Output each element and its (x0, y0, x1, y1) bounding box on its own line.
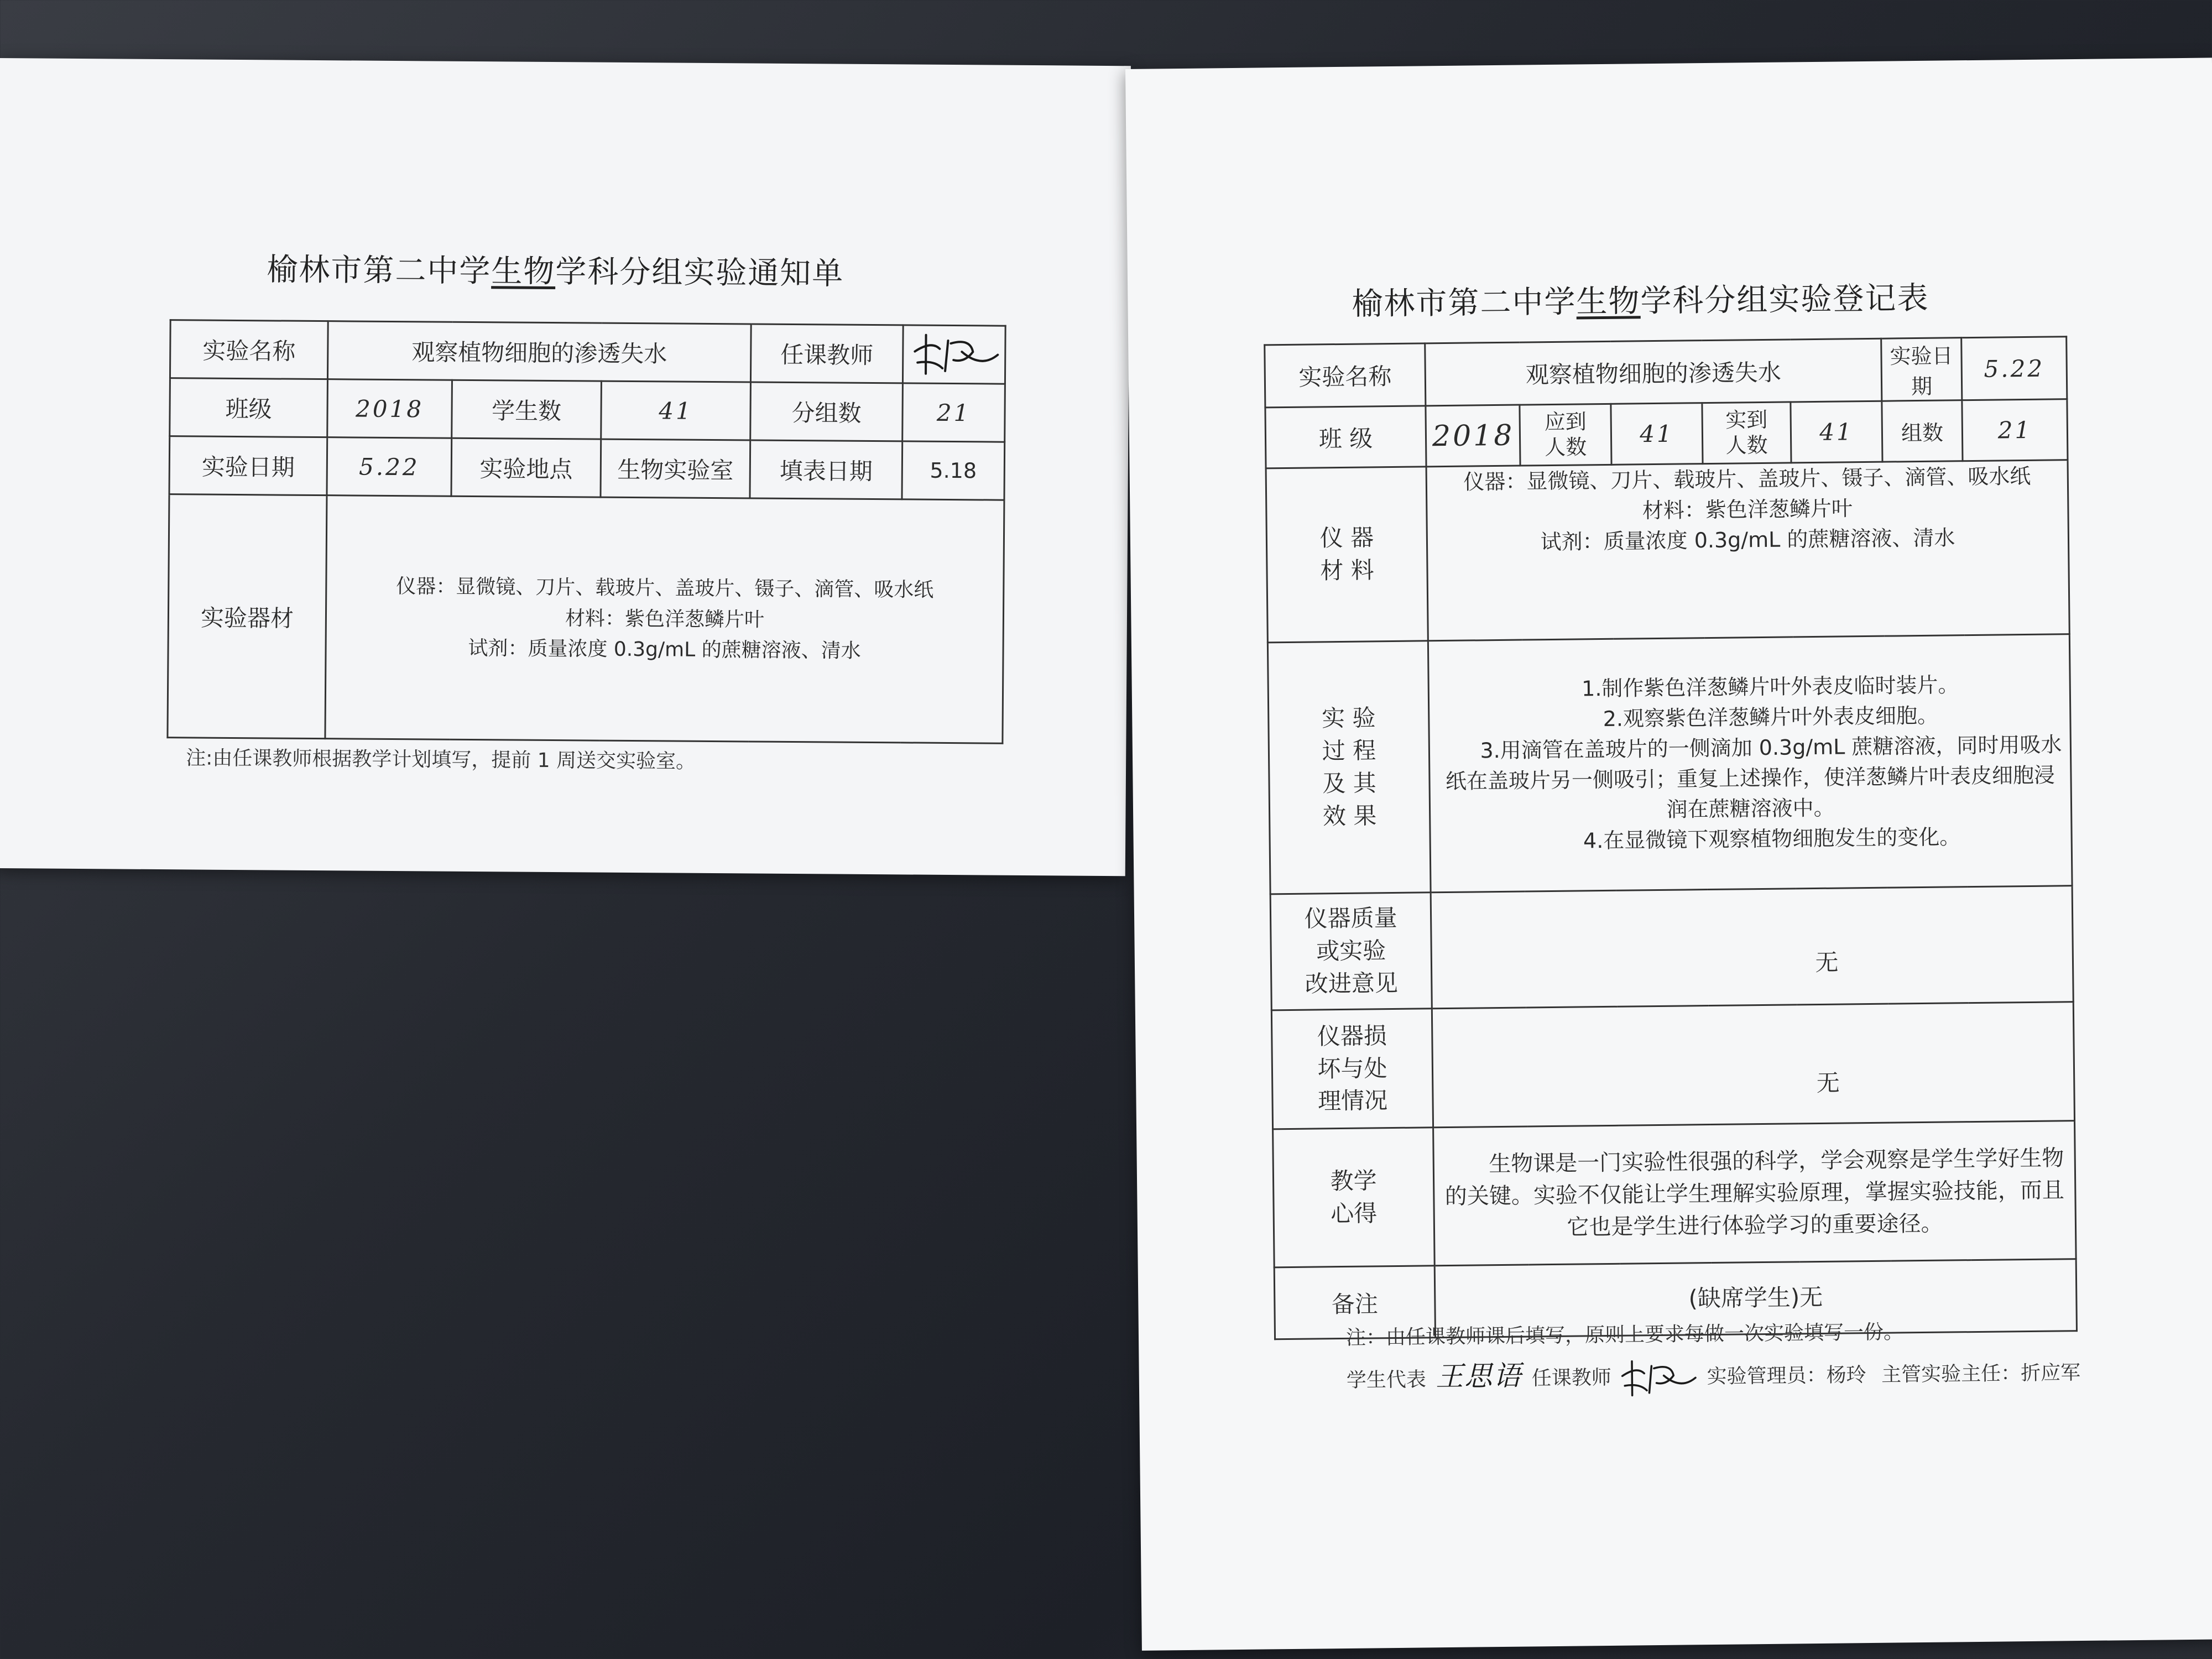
reg-process-step: 3.用滴管在盖玻片的一侧滴加 0.3g/mL 蔗糖溶液，同时用吸水纸在盖玻片另一侧吸引；重复上述操作，使洋葱鳞片叶表皮细胞浸润在蔗糖溶液中。 (1445, 732, 2062, 822)
materials-item: 仪器：显微镜、刀片、载玻片、盖玻片、镊子、滴管、吸水纸 (396, 575, 934, 602)
reg-label-class: 班 级 (1265, 406, 1426, 468)
reg-label-process (1267, 641, 1431, 894)
reg-class-value: 2018 (1426, 405, 1520, 467)
label-class: 班级 (170, 378, 328, 437)
reg-experiment-date-value: 5.22 (1961, 337, 2067, 400)
notice-title-subject: 生物 (491, 253, 556, 290)
reg-label-actual (1702, 402, 1791, 464)
footer-director: 主管实验主任：折应军 (1881, 1361, 2081, 1386)
footer-student-rep-signature: 王思语 (1435, 1359, 1522, 1393)
reg-label-process-line: 效 果 (1322, 802, 1377, 830)
reg-label-damage-line: 理情况 (1317, 1087, 1388, 1115)
reg-process-list (1428, 634, 2072, 893)
reg-equipment-item: 材料：紫色洋葱鳞片叶 (1642, 496, 1853, 523)
reg-label-quality-line: 改进意见 (1305, 969, 1399, 998)
reg-label-process-line: 过 程 (1322, 737, 1376, 765)
label-location: 实验地点 (451, 438, 601, 497)
fill-date-value: 5.18 (902, 441, 1005, 500)
footer-teacher-signature (1618, 1353, 1701, 1404)
reg-label-experiment-date: 实验日期 (1881, 338, 1962, 401)
register-note: 注：由任课教师课后填写，原则上要求每做一次实验填写一份。 (1345, 1321, 1904, 1349)
reg-label-quality-line: 或实验 (1316, 937, 1386, 965)
notice-sheet (0, 58, 1131, 876)
reg-label-reflection-line: 教学 (1330, 1167, 1377, 1194)
label-experiment-name: 实验名称 (170, 320, 328, 379)
teacher-signature-mark (909, 329, 1004, 379)
notice-note: 注:由任课教师根据教学计划填写，提前 1 周送交实验室。 (186, 747, 696, 773)
reg-actual-value: 41 (1791, 401, 1882, 463)
reg-label-damage-line: 仪器损 (1317, 1021, 1387, 1050)
reg-expected-value: 41 (1611, 403, 1703, 465)
register-title-subject: 生物 (1576, 283, 1641, 320)
experiment-date-value: 5.22 (327, 437, 452, 497)
reg-label-reflection (1273, 1128, 1435, 1267)
notice-title (267, 245, 844, 293)
register-title-form: 学科分组实验登记表 (1640, 280, 1929, 320)
materials-item: 试剂：质量浓度 0.3g/mL 的蔗糖溶液、清水 (468, 637, 861, 663)
label-fill-date: 填表日期 (750, 440, 902, 499)
location-value: 生物实验室 (601, 439, 750, 498)
footer-lab-manager: 实验管理员：杨玲 (1707, 1364, 1866, 1389)
reg-process-step: 2.观察紫色洋葱鳞片叶外表皮细胞。 (1603, 703, 1939, 731)
register-table (1264, 336, 2078, 1340)
group-count-value: 21 (902, 383, 1005, 442)
reg-label-process-line: 及 其 (1322, 769, 1376, 797)
reg-label-equipment (1266, 467, 1428, 643)
class-value: 2018 (327, 379, 452, 439)
reg-damage-value: 无 (1432, 1002, 2074, 1128)
reg-label-groups: 组数 (1882, 400, 1963, 462)
reg-label-damage (1271, 1009, 1433, 1129)
experiment-name-value: 观察植物细胞的渗透失水 (327, 321, 751, 382)
student-count-value: 41 (601, 381, 751, 440)
label-group-count: 分组数 (750, 382, 903, 441)
reg-reflection-text: 生物课是一门实验性很强的科学，学会观察是学生学好生物的关键。实验不仅能让学生理解实验原理，掌握实验技能，而且它也是学生进行体验学习的重要途径。 (1433, 1121, 2077, 1266)
reg-equipment-list (1426, 460, 2069, 641)
reg-equipment-item: 仪器：显微镜、刀片、载玻片、盖玻片、镊子、滴管、吸水纸 (1463, 463, 2031, 494)
register-title (1352, 274, 1929, 324)
register-title-school: 榆林市第二中学 (1352, 284, 1577, 322)
reg-label-damage-line: 坏与处 (1317, 1054, 1387, 1083)
reg-label-reflection-line: 心得 (1330, 1199, 1378, 1227)
reg-label-experiment-name: 实验名称 (1265, 343, 1426, 408)
notice-table (166, 319, 1006, 744)
reg-label-quality-line: 仪器质量 (1304, 904, 1397, 932)
reg-label-actual-line: 人数 (1725, 432, 1768, 458)
reg-label-equipment-line: 仪 器 (1319, 524, 1374, 552)
reg-equipment-item: 试剂：质量浓度 0.3g/mL 的蔗糖溶液、清水 (1540, 525, 1955, 555)
register-sheet (1125, 58, 2212, 1650)
label-materials: 实验器材 (168, 494, 327, 739)
reg-label-remarks: 备注 (1274, 1266, 1435, 1339)
reg-quality-value: 无 (1431, 886, 2073, 1009)
reg-label-actual-line: 实到 (1725, 407, 1768, 432)
label-teacher: 任课教师 (750, 324, 903, 383)
reg-label-process-line: 实 验 (1321, 704, 1376, 732)
label-student-count: 学生数 (452, 380, 602, 439)
reg-remarks-value: (缺席学生)无 (1434, 1259, 2077, 1338)
reg-process-step: 1.制作紫色洋葱鳞片叶外表皮临时装片。 (1581, 672, 1959, 701)
reg-groups-value: 21 (1962, 399, 2068, 461)
teacher-signature (902, 325, 1005, 384)
reg-label-expected-line: 应到 (1544, 409, 1587, 435)
notice-title-school: 榆林市第二中学 (267, 252, 492, 290)
reg-experiment-name-value: 观察植物细胞的渗透失水 (1425, 338, 1882, 406)
reg-label-expected-line: 人数 (1544, 434, 1587, 460)
footer-teacher-label: 任课教师 (1531, 1366, 1611, 1390)
label-experiment-date: 实验日期 (169, 436, 327, 495)
register-footer (1346, 1348, 2080, 1406)
materials-item: 材料：紫色洋葱鳞片叶 (565, 607, 765, 632)
reg-label-expected (1520, 404, 1611, 466)
reg-label-equipment-line: 材 料 (1320, 556, 1374, 585)
footer-student-rep-label: 学生代表 (1346, 1368, 1427, 1392)
materials-list (325, 495, 1004, 744)
reg-process-step: 4.在显微镜下观察植物细胞发生的变化。 (1583, 825, 1961, 853)
reg-label-quality (1270, 893, 1432, 1010)
notice-title-form: 学科分组实验通知单 (555, 254, 844, 292)
